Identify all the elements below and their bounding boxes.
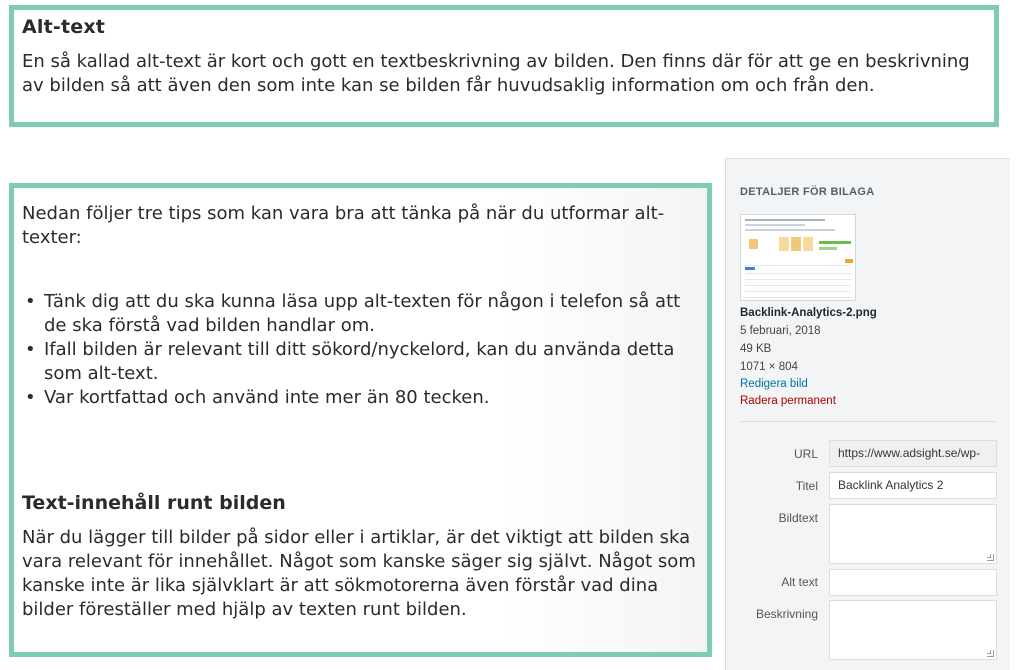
tip-item: • Ifall bilden är relevant till ditt sökord/nyckelord, kan du använda detta som alt-text. [22, 338, 699, 386]
edit-image-link[interactable]: Redigera bild [740, 378, 808, 390]
alt-text-field[interactable] [829, 569, 997, 596]
title-label: Titel [795, 479, 818, 493]
alt-text-paragraph: En så kallad alt-text är kort och gott en textbeskrivning av bilden. Den finns där för att ge en beskrivning av bilden så att även den som inte kan se bilden får huvudsaklig information om och från den. [22, 51, 970, 96]
tip-item: • Var kortfattad och använd inte mer än 80 tecken. [22, 386, 699, 410]
alt-text-box [9, 5, 999, 127]
tips-box [9, 183, 712, 657]
attachment-filename: Backlink-Analytics-2.png [740, 307, 877, 319]
description-textarea[interactable] [829, 600, 997, 660]
alt-text-label: Alt text [781, 575, 818, 589]
url-field[interactable]: https://www.adsight.se/wp- [829, 440, 997, 467]
attachment-thumbnail[interactable] [740, 214, 856, 301]
text-content-heading: Text-innehåll runt bilden [22, 492, 286, 514]
attachment-filesize: 49 KB [740, 343, 772, 355]
attachment-date: 5 februari, 2018 [740, 325, 821, 337]
delete-permanently-link[interactable]: Radera permanent [740, 395, 836, 407]
panel-title: DETALJER FÖR BILAGA [740, 186, 875, 198]
panel-divider [740, 421, 996, 422]
text-content-paragraph: När du lägger till bilder på sidor eller i artiklar, är det viktigt att bilden ska vara relevant för innehållet. Något som kanske säger sig självt. Något som kanske inte är lika självklart är att sökmotorerna även förstår vad dina bilder föreställer med hjälp av texten runt bilden. [22, 527, 696, 620]
attachment-dimensions: 1071 × 804 [740, 361, 798, 373]
tips-list [22, 290, 699, 410]
tips-intro: Nedan följer tre tips som kan vara bra att tänka på när du utformar alt-texter: [22, 203, 665, 248]
description-label: Beskrivning [755, 607, 818, 621]
alt-text-heading: Alt-text [22, 16, 106, 38]
tip-item: • Tänk dig att du ska kunna läsa upp alt-texten för någon i telefon så att de ska förstå vad bilden handlar om. [22, 290, 699, 338]
attachment-details-panel [725, 158, 1010, 670]
title-field[interactable]: Backlink Analytics 2 [829, 472, 997, 499]
caption-textarea[interactable] [829, 504, 997, 564]
caption-label: Bildtext [778, 511, 818, 525]
url-label: URL [793, 447, 818, 461]
